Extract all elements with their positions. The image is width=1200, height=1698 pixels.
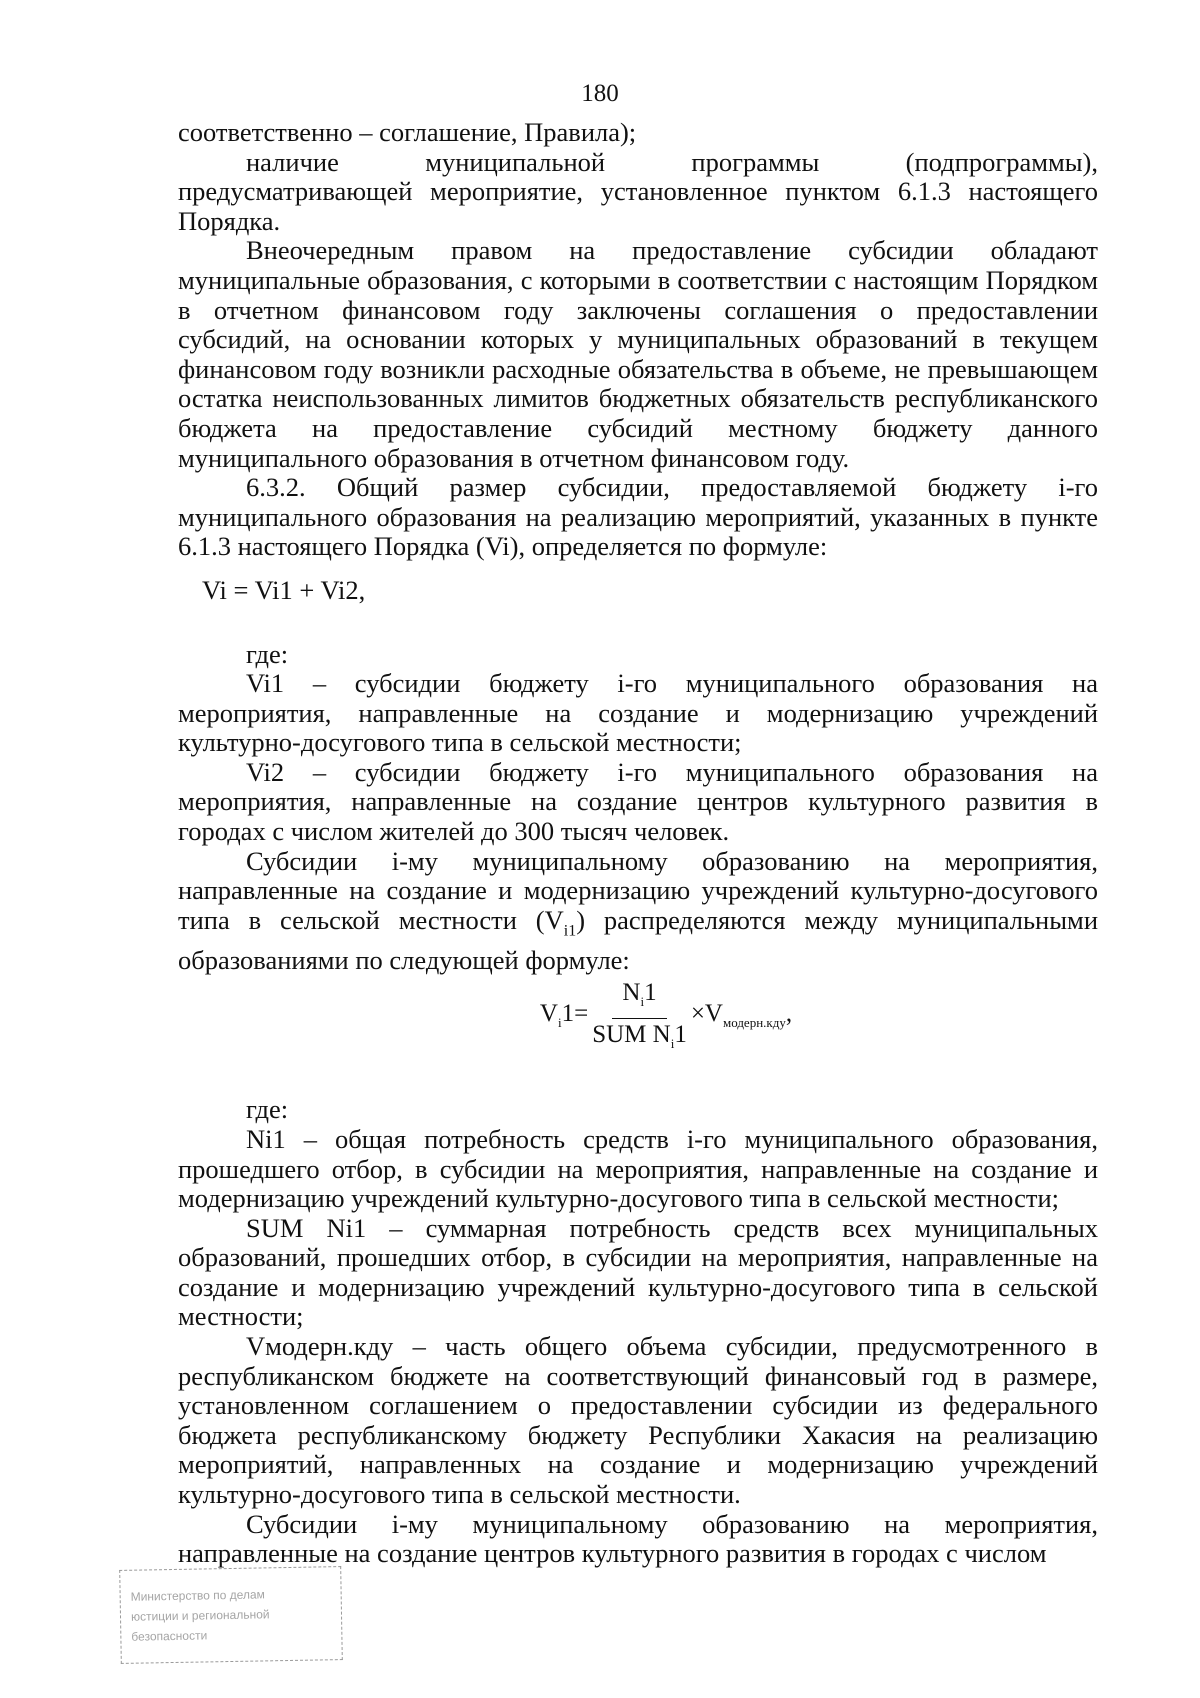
paragraph: Vмодерн.кду – часть общего объема субсидии, предусмотренного в республиканском бюджете на соответствующий финансовый год в размере, установленном соглашением о предоставлении субсидии из федерального бюджета республиканскому бюджету Республики Хакасия на реализацию мероприятий, направленных на создание и модернизацию учреждений культурно-досугового типа в сельской местности.: [178, 1331, 1098, 1510]
paragraph: 6.3.2. Общий размер субсидии, предоставляемой бюджету i-го муниципального образования на реализацию мероприятий, указанных в пункте 6.1.3 настоящего Порядка (Vi), определяется по формуле:: [178, 472, 1098, 562]
formula-lhs: $V_i1=$: [539, 1000, 589, 1031]
paragraph: соответственно – соглашение, Правила);: [178, 117, 637, 147]
paragraph-part: ) распределяются между муниципальными образованиями по следующей формуле:: [178, 904, 1098, 975]
paragraph: SUM Ni1 – суммарная потребность средств всех муниципальных образований, прошедших отбор, в субсидии на мероприятия, направленные на создание и модернизацию учреждений культурно-досугового типа в сельской местности;: [178, 1212, 1098, 1332]
document-body: [178, 118, 1098, 1569]
fraction-denominator: SUM $N_i1$: [592, 1020, 687, 1051]
paragraph-part: Субсидии i-му муниципальному образованию на мероприятия, направленные на создание и модернизацию учреждений культурно-досугового типа в сельской местности (V: [178, 845, 1098, 935]
registration-stamp: Министерство по делам юстиции и региональной безопасности: [119, 1566, 343, 1664]
paragraph: Vi2 – субсидии бюджету i-го муниципального образования на мероприятия, направленные на создание центров культурного развития в городах с числом жителей до 300 тысяч человек.: [178, 756, 1098, 847]
paragraph: Субсидии i-му муниципальному образованию на мероприятия, направленные на создание центров культурного развития в городах с числом: [178, 1508, 1098, 1569]
fraction-numerator: $N_i1$: [612, 979, 666, 1019]
paragraph: наличие муниципальной программы (подпрограммы), предусматривающей мероприятие, установленное пунктом 6.1.3 настоящего Порядка.: [178, 146, 1098, 236]
page-number: 180: [581, 80, 619, 107]
paragraph: Внеочередным правом на предоставление субсидии обладают муниципальные образования, с которыми в соответствии с настоящим Порядком в отчетном финансовом году заключены соглашения о предоставлении субсидий, на основании которых у муниципальных образований в текущем финансовом году возникли расходные обязательства в объеме, не превышающем остатка неиспользованных лимитов бюджетных обязательств республиканского бюджета на предоставление субсидий местному бюджету данного муниципального образования в отчетном финансовом году.: [178, 235, 1098, 473]
paragraph: Vi1 – субсидии бюджету i-го муниципального образования на мероприятия, направленные на создание и модернизацию учреждений культурно-досугового типа в сельской местности;: [178, 668, 1098, 758]
formula-total: Vi = Vi1 + Vi2,: [202, 574, 366, 605]
where-label: где:: [246, 1094, 289, 1125]
where-label: где:: [246, 638, 289, 669]
subscript: i1: [563, 922, 577, 940]
paragraph: [178, 847, 1098, 976]
paragraph: Ni1 – общая потребность средств i-го муниципального образования, прошедшего отбор, в субсидии на мероприятия, направленные на создание и модернизацию учреждений культурно-досугового типа в сельской местности;: [178, 1123, 1098, 1214]
formula-rhs: $\times V_{модерн.кду}$,: [690, 1000, 793, 1031]
formula-distribution: [178, 975, 1098, 1061]
formula-fraction: [592, 979, 687, 1058]
